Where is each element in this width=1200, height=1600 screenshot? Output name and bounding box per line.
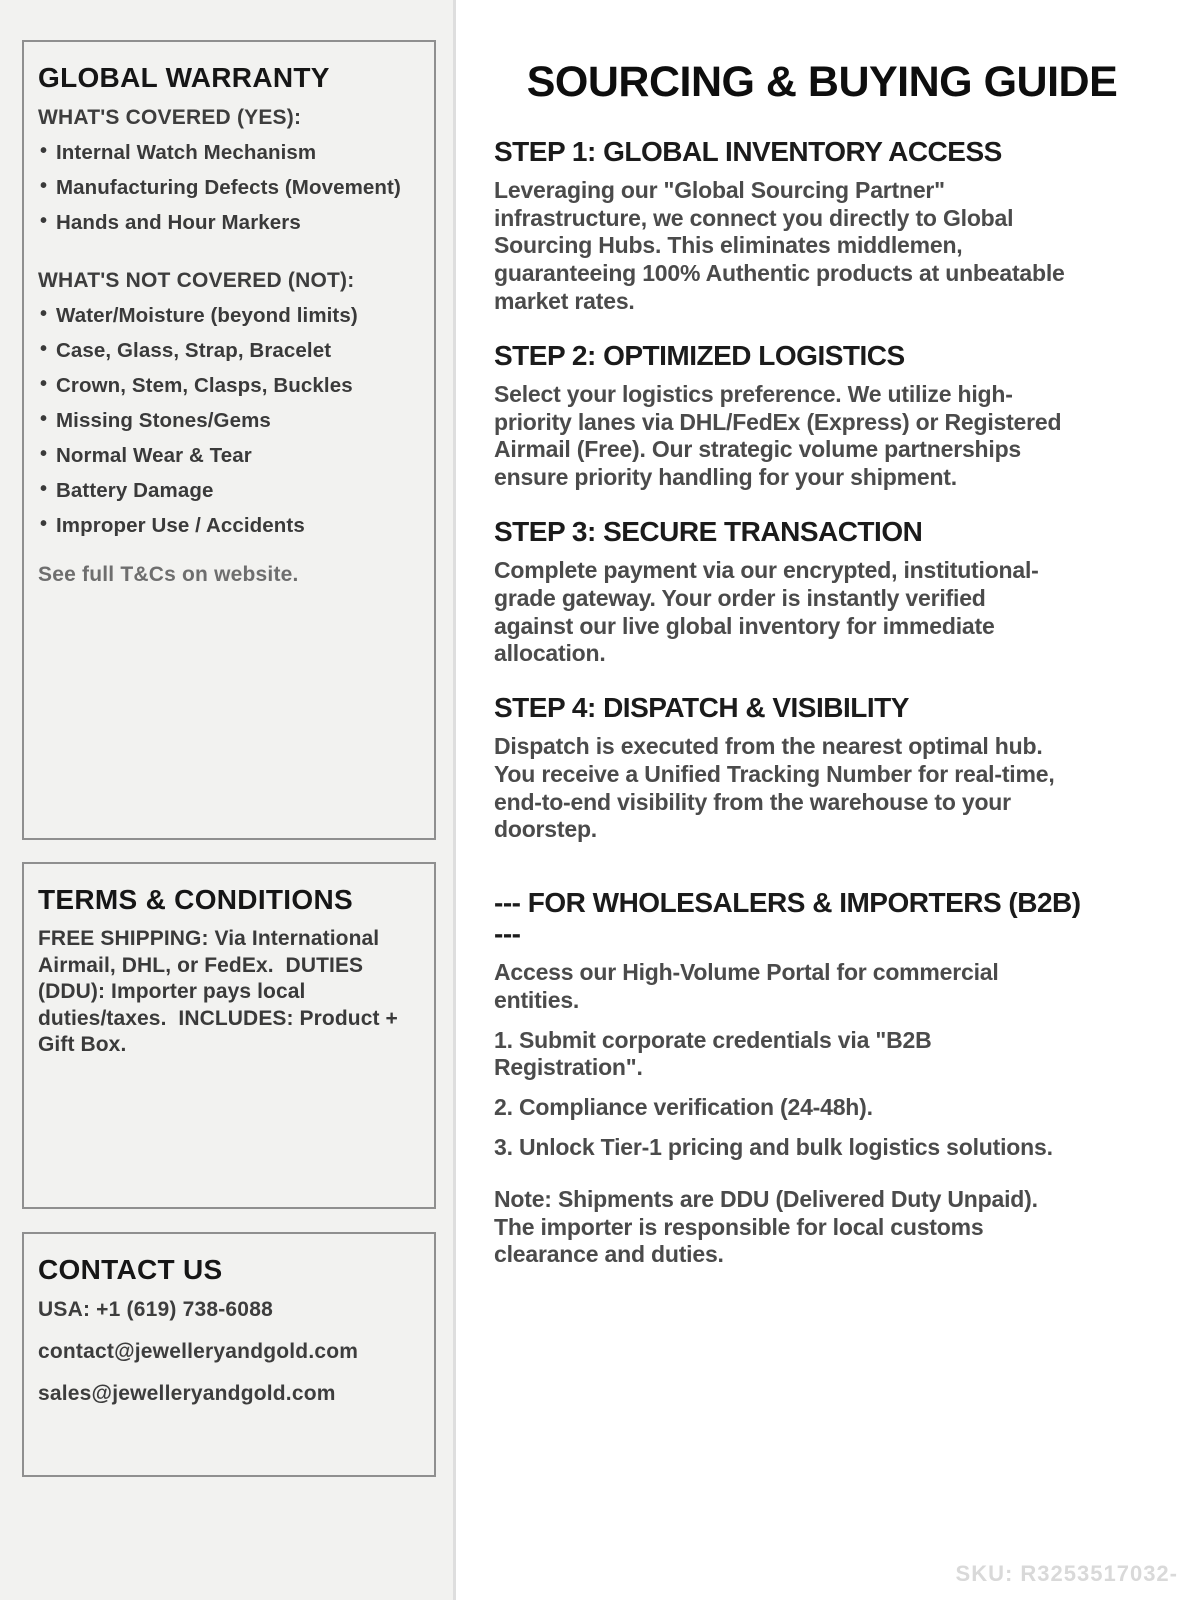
list-item: • Crown, Stem, Clasps, Buckles (38, 375, 418, 397)
b2b-item-1: 1. Submit corporate credentials via "B2B Registration". (494, 1026, 932, 1081)
terms-body: FREE SHIPPING: Via International Airmail, DHL, or FedEx. DUTIES (DDU): Importer pays local duties/taxes. INCLUDES: Product + Gift Box. (38, 927, 404, 1056)
list-item: • Case, Glass, Strap, Bracelet (38, 340, 418, 362)
list-item: • Battery Damage (38, 480, 418, 502)
list-item: • Water/Moisture (beyond limits) (38, 305, 418, 327)
step-3-heading: STEP 3: SECURE TRANSACTION (494, 516, 923, 548)
terms-title: TERMS & CONDITIONS (38, 884, 353, 915)
b2b-note: Note: Shipments are DDU (Delivered Duty Unpaid). The importer is responsible for local customs clearance and duties. (494, 1185, 1038, 1268)
step-4-body: Dispatch is executed from the nearest optimal hub. You receive a Unified Tracking Number for real-time, end-to-end visibility from the warehouse to your doorstep. (494, 732, 1055, 843)
step-2-heading: STEP 2: OPTIMIZED LOGISTICS (494, 339, 905, 371)
covered-list (38, 142, 418, 234)
covered-heading: WHAT'S COVERED (YES): (38, 106, 302, 130)
list-item: • Internal Watch Mechanism (38, 142, 418, 164)
sidebar (0, 0, 456, 1600)
step-4-heading: STEP 4: DISPATCH & VISIBILITY (494, 692, 909, 724)
page-title: SOURCING & BUYING GUIDE (526, 58, 1118, 106)
contact-title: CONTACT US (38, 1254, 223, 1285)
step-2-section (494, 341, 1094, 492)
list-item: • Manufacturing Defects (Movement) (38, 177, 418, 199)
terms-conditions-panel (22, 862, 436, 1209)
not-covered-list (38, 305, 418, 537)
sku-label: SKU: R3253517032- (955, 1561, 1178, 1586)
b2b-section (494, 888, 1094, 1269)
not-covered-heading: WHAT'S NOT COVERED (NOT): (38, 268, 355, 292)
warranty-footnote: See full T&Cs on website. (38, 562, 299, 586)
contact-panel (22, 1232, 436, 1477)
global-warranty-panel (22, 40, 436, 840)
list-item: • Hands and Hour Markers (38, 212, 418, 234)
step-1-body: Leveraging our "Global Sourcing Partner" infrastructure, we connect you directly to Global Sourcing Hubs. This eliminates middlemen, guaranteeing 100% Authentic products at unbeatable market rates. (494, 176, 1065, 315)
b2b-item-3: 3. Unlock Tier-1 pricing and bulk logistics solutions. (494, 1134, 1053, 1160)
step-3-body: Complete payment via our encrypted, institutional-grade gateway. Your order is instantly verified against our live global inventory for immediate allocation. (494, 556, 1039, 667)
contact-phone: USA: +1 (619) 738-6088 (38, 1298, 273, 1322)
step-3-section (494, 517, 1094, 668)
step-1-heading: STEP 1: GLOBAL INVENTORY ACCESS (494, 136, 1002, 167)
step-2-body: Select your logistics preference. We utilize high-priority lanes via DHL/FedEx (Express) or Registered Airmail (Free). Our strategic volume partnerships ensure priority handling for your shipment. (494, 380, 1062, 491)
list-item: • Improper Use / Accidents (38, 515, 418, 537)
b2b-intro: Access our High-Volume Portal for commercial entities. (494, 958, 999, 1013)
contact-email-sales: sales@jewelleryandgold.com (38, 1382, 336, 1406)
list-item: • Normal Wear & Tear (38, 445, 418, 467)
warranty-title: GLOBAL WARRANTY (38, 62, 330, 93)
main-content (456, 0, 1200, 1600)
list-item: • Missing Stones/Gems (38, 410, 418, 432)
b2b-item-2: 2. Compliance verification (24-48h). (494, 1094, 873, 1121)
contact-email-primary: contact@jewelleryandgold.com (38, 1340, 359, 1364)
b2b-heading: --- FOR WHOLESALERS & IMPORTERS (B2B) --- (494, 887, 1081, 950)
step-1-section (494, 137, 1094, 316)
step-4-section (494, 693, 1094, 844)
